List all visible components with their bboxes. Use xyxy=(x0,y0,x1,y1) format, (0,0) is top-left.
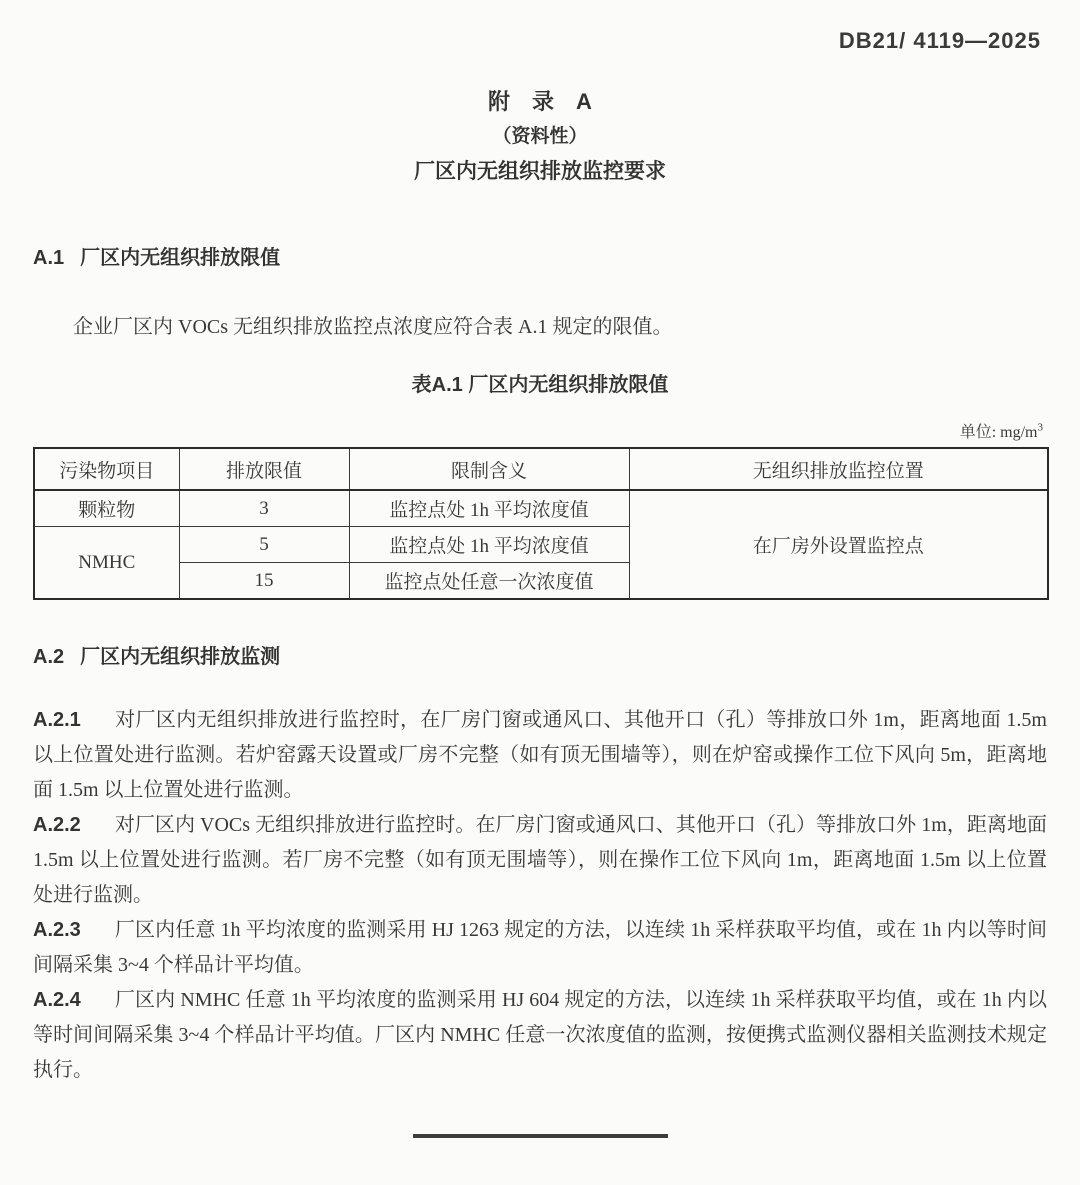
cell-meaning-nmhc-single: 监控点处任意一次浓度值 xyxy=(349,563,629,600)
section-a2-number: A.2 xyxy=(33,646,65,668)
unit-exponent: 3 xyxy=(1037,421,1043,434)
cell-limit-particulate: 3 xyxy=(179,490,349,527)
doc-number: DB21/ 4119—2025 xyxy=(838,28,1041,53)
appendix-informative-label: （资料性） xyxy=(492,126,588,147)
clause-a2-4 xyxy=(33,983,1047,1088)
section-a2-clauses xyxy=(33,703,1047,1088)
table-row xyxy=(34,490,1048,527)
cell-limit-nmhc-single: 15 xyxy=(179,563,349,600)
section-a1-number: A.1 xyxy=(33,247,65,269)
clause-a2-2-number: A.2.2 xyxy=(33,814,81,836)
table-caption: 表A.1 厂区内无组织排放限值 xyxy=(411,374,669,396)
cell-limit-nmhc-hourly: 5 xyxy=(179,527,349,563)
table-unit-label xyxy=(33,419,1047,442)
appendix-title-block xyxy=(33,84,1047,189)
col-header-limit: 排放限值 xyxy=(179,448,349,490)
clause-a2-4-number: A.2.4 xyxy=(33,989,81,1011)
appendix-subject: 厂区内无组织排放监控要求 xyxy=(414,160,666,183)
clause-a2-1 xyxy=(33,703,1047,808)
col-header-location: 无组织排放监控位置 xyxy=(629,448,1048,490)
cell-pollutant-particulate: 颗粒物 xyxy=(34,490,179,527)
cell-pollutant-nmhc: NMHC xyxy=(34,527,179,600)
clause-a2-3-text: 厂区内任意 1h 平均浓度的监测采用 HJ 1263 规定的方法，以连续 1h 采样获取平均值，或在 1h 内以等时间间隔采集 3~4 个样品计平均值。 xyxy=(33,919,1047,976)
cell-meaning-nmhc-hourly: 监控点处 1h 平均浓度值 xyxy=(349,527,629,563)
table-header-row xyxy=(34,448,1048,490)
section-a2-heading-text: 厂区内无组织排放监测 xyxy=(80,646,281,668)
clause-a2-1-number: A.2.1 xyxy=(33,709,81,731)
end-of-document-rule xyxy=(413,1134,668,1138)
clause-a2-3-number: A.2.3 xyxy=(33,919,81,941)
unit-text: 单位: mg/m xyxy=(959,424,1038,441)
clause-a2-2 xyxy=(33,808,1047,913)
col-header-meaning: 限制含义 xyxy=(349,448,629,490)
clause-a2-2-text: 对厂区内 VOCs 无组织排放进行监控时。在厂房门窗或通风口、其他开口（孔）等排放口外 1m，距离地面 1.5m 以上位置处进行监测。若厂房不完整（如有顶无围墙等），则在操作工位下风向 1m，距离地面 1.5m 以上位置处进行监测。 xyxy=(33,814,1047,906)
cell-monitoring-location: 在厂房外设置监控点 xyxy=(629,490,1048,599)
appendix-title: 附 录 A xyxy=(488,89,592,114)
section-a2-heading xyxy=(33,640,1047,669)
section-a1-heading xyxy=(33,241,1047,270)
clause-a2-3 xyxy=(33,913,1047,983)
section-a1-paragraph: 企业厂区内 VOCs 无组织排放监控点浓度应符合表 A.1 规定的限值。 xyxy=(73,316,673,338)
section-a1-heading-text: 厂区内无组织排放限值 xyxy=(80,247,281,269)
clause-a2-4-text: 厂区内 NMHC 任意 1h 平均浓度的监测采用 HJ 604 规定的方法，以连续 1h 采样获取平均值，或在 1h 内以等时间间隔采集 3~4 个样品计平均值。厂区内 NMHC 任意一次浓度值的监测，按便携式监测仪器相关监测技术规定执行。 xyxy=(33,989,1047,1081)
clause-a2-1-text: 对厂区内无组织排放进行监控时，在厂房门窗或通风口、其他开口（孔）等排放口外 1m，距离地面 1.5m 以上位置处进行监测。若炉窑露天设置或厂房不完整（如有顶无围墙等），则在炉窑或操作工位下风向 5m，距离地面 1.5m 以上位置处进行监测。 xyxy=(33,709,1047,801)
col-header-pollutant: 污染物项目 xyxy=(34,448,179,490)
cell-meaning-particulate: 监控点处 1h 平均浓度值 xyxy=(349,490,629,527)
emission-limits-table xyxy=(33,447,1049,600)
